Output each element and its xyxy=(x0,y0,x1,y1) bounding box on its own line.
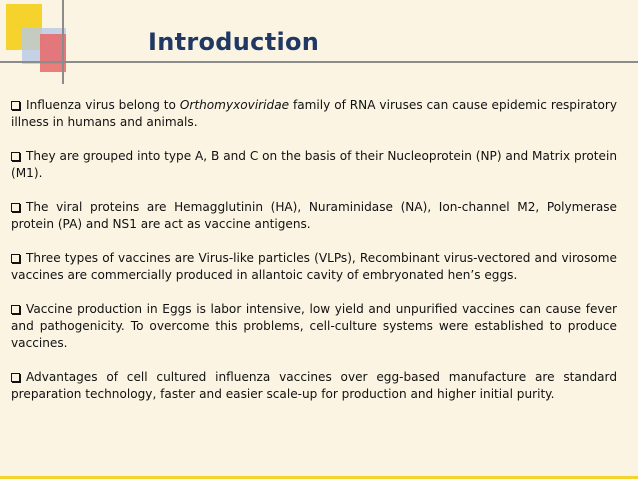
bullet-item: Advantages of cell cultured influenza vaccines over egg-based manufacture are standard preparation technology, faster and easier scale-up for production and higher initial purity. xyxy=(11,370,617,401)
checkbox-square-icon xyxy=(11,305,20,314)
decor-horizontal-line xyxy=(0,61,638,63)
bullet-item: Influenza virus belong to Orthomyxoviridae family of RNA viruses can cause epidemic respiratory illness in humans and animals. xyxy=(11,98,617,129)
bullet-list xyxy=(11,97,617,420)
checkbox-square-icon xyxy=(11,373,20,382)
bullet-item: The viral proteins are Hemagglutinin (HA), Nuraminidase (NA), Ion-channel M2, Polymerase protein (PA) and NS1 are act as vaccine antigens. xyxy=(11,200,617,231)
checkbox-square-icon xyxy=(11,101,20,110)
decor-vertical-line xyxy=(62,0,64,84)
checkbox-square-icon xyxy=(11,203,20,212)
checkbox-square-icon xyxy=(11,152,20,161)
bullet-item: Vaccine production in Eggs is labor intensive, low yield and unpurified vaccines can cause fever and pathogenicity. To overcome this problems, cell-culture systems were established to produce vaccines. xyxy=(11,302,617,350)
checkbox-square-icon xyxy=(11,254,20,263)
bullet-item: They are grouped into type A, B and C on the basis of their Nucleoprotein (NP) and Matrix protein (M1). xyxy=(11,149,617,180)
bullet-item: Three types of vaccines are Virus-like particles (VLPs), Recombinant virus-vectored and virosome vaccines are commercially produced in allantoic cavity of embryonated hen’s eggs. xyxy=(11,251,617,282)
slide-title: Introduction xyxy=(148,28,320,56)
